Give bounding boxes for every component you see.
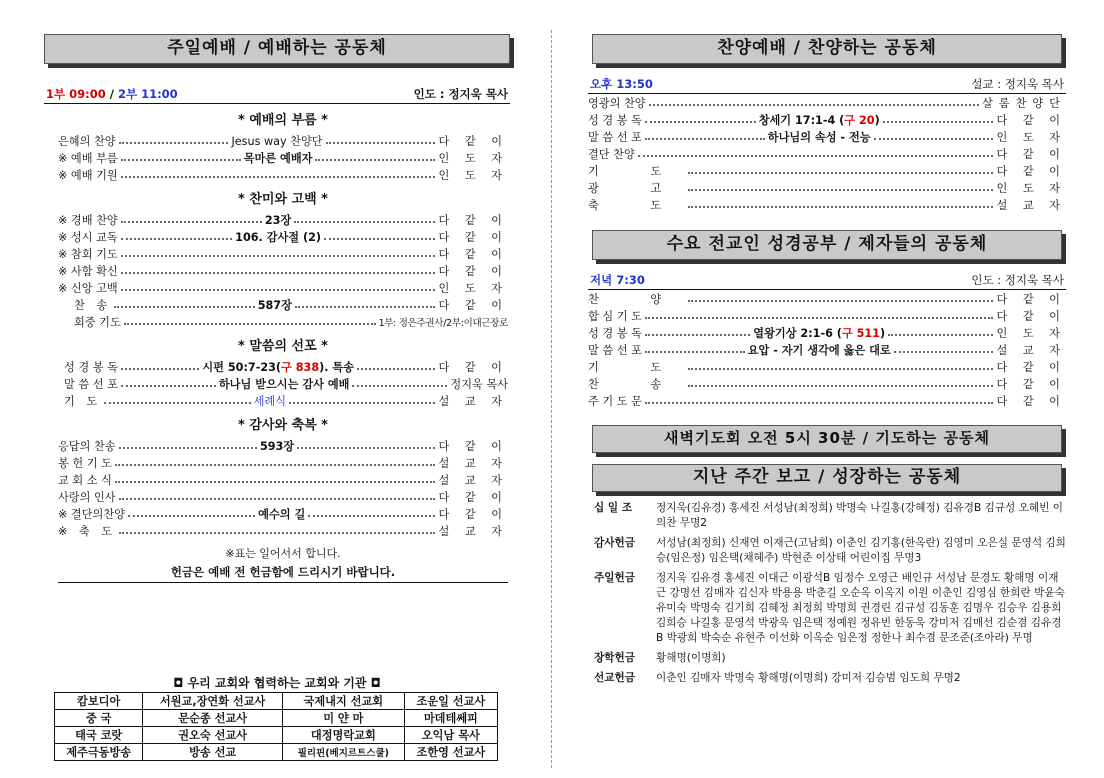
sermon-title: 하나님 받으시는 감사 예배 — [218, 377, 350, 391]
order-row: 축 도 설 교 자 — [588, 198, 1066, 212]
second-service-time: 2부 11:00 — [117, 87, 178, 101]
order-row: ※ 신앙 고백 인 도 자 — [58, 281, 508, 295]
pm-time-row — [588, 76, 1066, 94]
table-row: 제주극동방송 방송 선교 필리핀(베지르트스쿨) 조한영 선교사 — [55, 744, 498, 761]
order-row: ※ 예배 부름 목마른 예배자 인 도 자 — [58, 151, 509, 165]
table-row: 중 국 문순종 선교사 미 얀 마 마데테쎄피 — [55, 710, 498, 727]
section-title: * 예배의 부름 * — [238, 113, 328, 128]
order-row: 성 경 봉 독 창세기 17:1-4 (구 20) 다 같 이 — [588, 113, 1067, 127]
order-row: 회중 기도 1부: 정은주권사/2부:이대근장로 — [74, 315, 508, 329]
order-row: 봉 헌 기 도 설 교 자 — [58, 456, 508, 470]
order-row: ※ 축 도 설 교 자 — [58, 524, 508, 538]
agency-title: ◘ 우리 교회와 협력하는 교회와 기관 ◘ — [173, 676, 381, 690]
sunday-time-row: 1부 09:00 / 2부 11:00 인도 : 정지욱 목사 — [44, 86, 510, 104]
dawn-prayer-header: 새벽기도회 오전 5시 30분 / 기도하는 공동체 — [592, 425, 1062, 453]
sunday-leader: 인도 : 정지욱 목사 — [413, 87, 508, 101]
order-row: 성 경 봉 독 열왕기상 2:1-6 (구 511) 인 도 자 — [588, 326, 1066, 340]
order-row: 기 도 다 같 이 — [588, 360, 1066, 374]
order-row: 찬 양 다 같 이 — [588, 292, 1066, 306]
report-item: 주일헌금 정지욱 김유경 홍세진 이대근 이광석B 임정수 오영근 배인규 서성남 문경도 황해명 이재근 강명선 김매자 김신자 박용용 박춘길 오순옥 이옥지 이원 이춘인 김영심 한희란 박윤숙 유미숙 박명숙 김기희 김혜정 최정희 박명희 권경린 김규성 김동훈 김명우 김승우 김용희 김희승 나길홍 문영석 박광욱 임은택 정예원 정유빈 한동욱 강미저 김매선 김순겸 김유경B 박광희 박숙순 유현주 이선화 이옥순 임은정 정한나 최수겸 문조준(조아라) 무명 — [594, 572, 1065, 644]
weekly-report — [588, 501, 1066, 691]
section-title: * 말씀의 선포 * — [238, 339, 328, 354]
order-row: 은혜의 찬양 Jesus way 찬양단 다 같 이 — [58, 134, 509, 148]
report-item: 장학헌금 황해명(이명희) — [594, 652, 726, 664]
standing-note: ※표는 일어서서 합니다. — [225, 547, 341, 560]
order-row: ※ 예배 기원 인 도 자 — [58, 168, 508, 182]
praise-service-header: 찬양예배 / 찬양하는 공동체 — [592, 34, 1062, 64]
report-item: 감사헌금 서성남(최정희) 신재연 이재근(고남희) 이춘인 김기홍(한옥란) 김영미 오은실 문영석 김희승(임은정) 임은택(채혜주) 박현준 이상태 어린이집 무명3 — [594, 537, 1066, 564]
order-row: ※ 사함 확신 다 같 이 — [58, 264, 508, 278]
order-row: 광 고 인 도 자 — [588, 181, 1066, 195]
wed-order — [588, 290, 1066, 409]
order-row: ※ 경배 찬양 23장 다 같 이 — [58, 213, 508, 227]
order-row: 성 경 봉 독 시편 50:7-23(구 838). 특송 다 같 이 — [64, 360, 508, 374]
order-row: 찬 송 587장 다 같 이 — [74, 298, 509, 312]
psalm-reading: 시편 50:7-23(구 838). 특송 — [202, 360, 354, 374]
order-row: ※ 결단의찬양 예수의 길 다 같 이 — [58, 507, 509, 521]
order-row: ※ 성시 교독 106. 감사절 (2) 다 같 이 — [58, 230, 508, 244]
weekly-report-header: 지난 주간 보고 / 성장하는 공동체 — [592, 464, 1062, 492]
sunday-order — [58, 106, 508, 583]
agency-table — [54, 692, 498, 761]
wednesday-header: 수요 전교인 성경공부 / 제자들의 공동체 — [592, 230, 1062, 260]
offering-note: 헌금은 예배 전 헌금함에 드리시기 바랍니다. — [58, 564, 508, 583]
order-row: 기 도 다 같 이 — [588, 164, 1066, 178]
section-title: * 찬미와 고백 * — [238, 192, 328, 207]
wed-time: 저녁 7:30 — [590, 273, 645, 287]
order-row: 사랑의 인사 다 같 이 — [58, 490, 508, 504]
first-service-time: 1부 09:00 — [46, 87, 106, 101]
order-row: 주 기 도 문 다 같 이 — [588, 394, 1066, 408]
sunday-service-header: 주일예배 / 예배하는 공동체 — [44, 34, 510, 64]
pm-time: 오후 13:50 — [590, 77, 653, 91]
order-row: 말 씀 선 포 하나님의 속성 - 전능 인 도 자 — [588, 130, 1066, 144]
section-title: * 감사와 축복 * — [238, 418, 328, 433]
order-row: 말 씀 선 포 요압 - 자기 생각에 옳은 대로 설 교 자 — [588, 343, 1067, 357]
order-row: ※ 참회 기도 다 같 이 — [58, 247, 508, 261]
column-divider — [551, 30, 552, 768]
right-column — [588, 0, 1066, 778]
order-row: 영광의 찬양 살롬찬양단 — [588, 96, 1066, 110]
order-row: 결단 찬양 다 같 이 — [588, 147, 1066, 161]
table-row: 캄보디아 서원교,장연화 선교사 국제내지 선교회 조운일 선교사 — [55, 693, 498, 710]
order-row: 응답의 찬송 593장 다 같 이 — [58, 439, 508, 453]
report-item: 십 일 조 정지욱(김유경) 홍세진 서성남(최정희) 박명숙 나길홍(강혜정) 김유경B 김규성 오혜빈 이의찬 무명2 — [594, 502, 1063, 529]
order-row: 찬 송 다 같 이 — [588, 377, 1066, 391]
wed-time-row — [588, 272, 1066, 290]
report-item: 선교헌금 이춘인 김매자 박명숙 황해명(이명희) 강미저 김승범 임도희 무명2 — [594, 672, 961, 684]
table-row: 태국 코랏 권오숙 선교사 대정명락교회 오익남 목사 — [55, 727, 498, 744]
left-column — [44, 0, 510, 778]
pm-order — [588, 94, 1066, 213]
order-row: 기 도 세례식 설 교 자 — [64, 394, 509, 408]
order-row: 말 씀 선 포 하나님 받으시는 감사 예배 정지욱 목사 — [64, 377, 509, 391]
pm-preacher: 설교 : 정지욱 목사 — [971, 77, 1064, 91]
order-row: 합 심 기 도 다 같 이 — [588, 309, 1066, 323]
wed-leader: 인도 : 정지욱 목사 — [971, 273, 1064, 287]
order-row: 교 회 소 식 설 교 자 — [58, 473, 508, 487]
